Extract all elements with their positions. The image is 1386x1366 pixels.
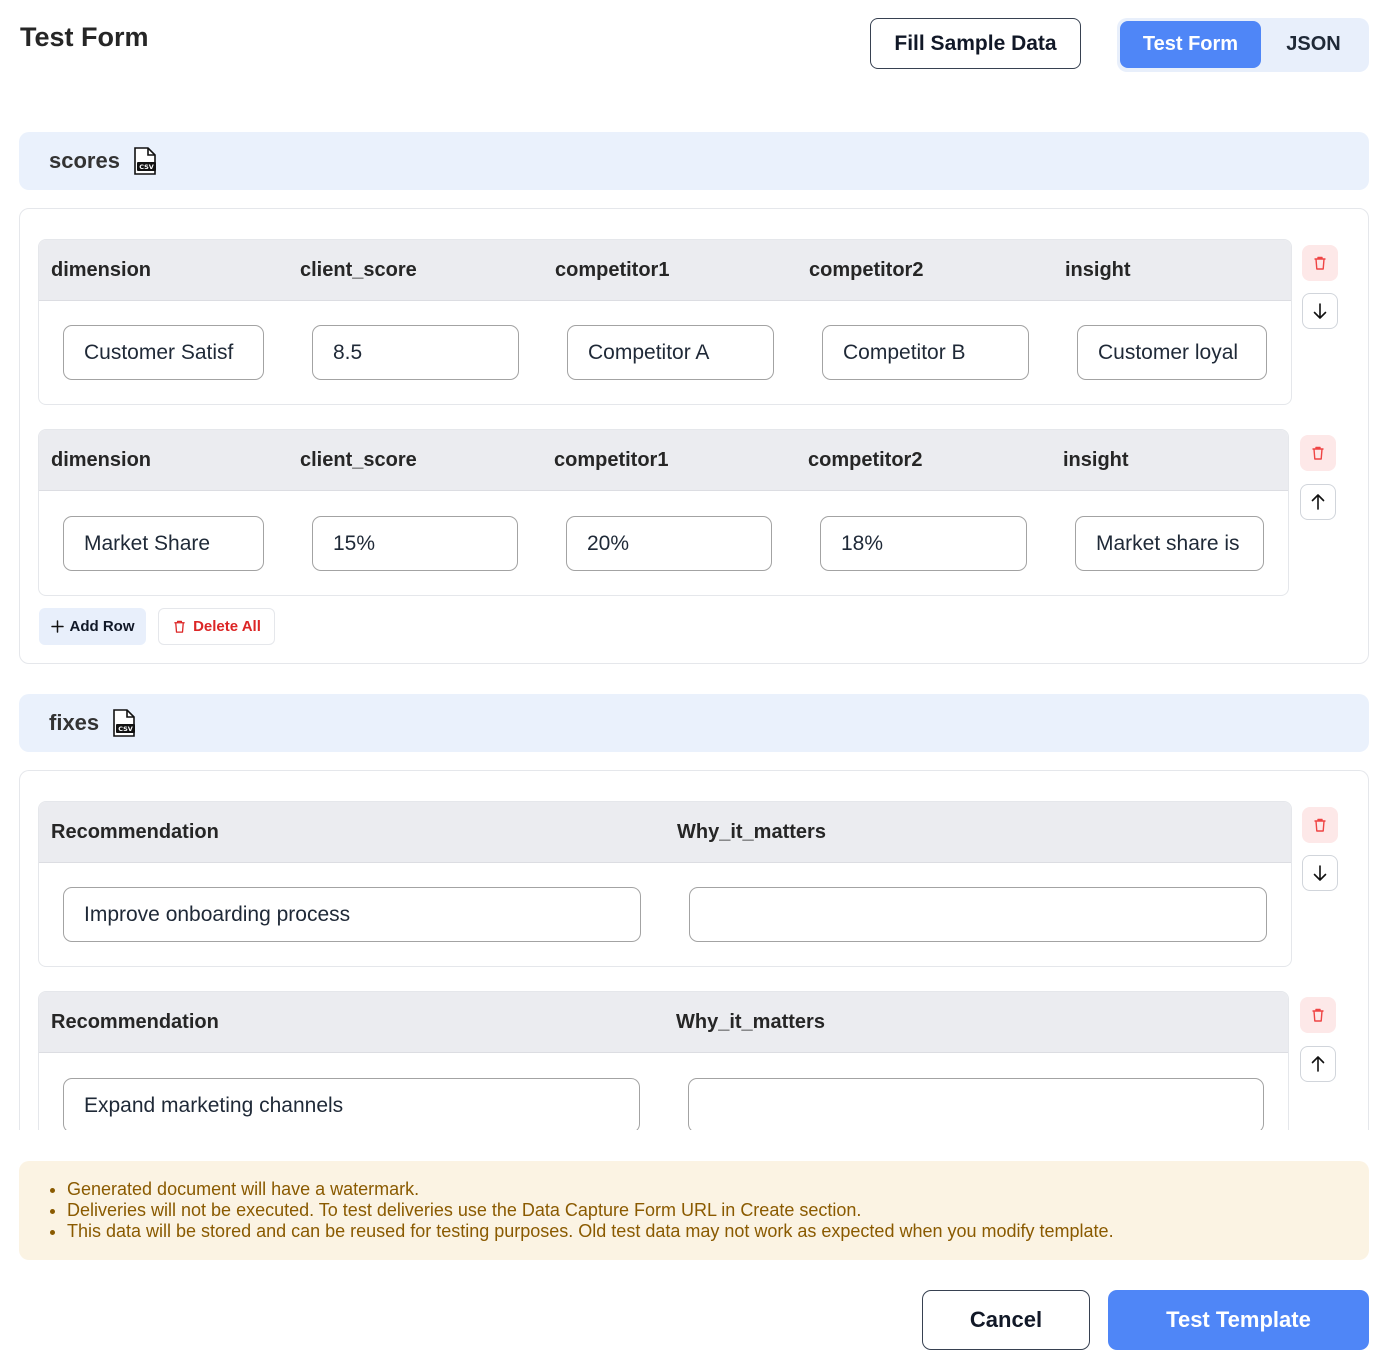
client-score-input[interactable]: 8.5	[312, 325, 519, 380]
move-row-down-button[interactable]	[1302, 855, 1338, 891]
table-row	[38, 801, 1292, 967]
row-header	[39, 430, 1288, 491]
section-body-scores	[19, 208, 1369, 664]
test-notice	[19, 1161, 1369, 1260]
csv-file-icon[interactable]	[111, 709, 137, 737]
column-label: competitor2	[808, 449, 923, 471]
move-row-down-button[interactable]	[1302, 293, 1338, 329]
fill-sample-data-button[interactable]: Fill Sample Data	[870, 18, 1081, 69]
competitor1-input[interactable]: 20%	[566, 516, 772, 571]
svg-text:CSV: CSV	[139, 163, 154, 171]
insight-input[interactable]: Customer loyal	[1077, 325, 1267, 380]
row-header	[39, 992, 1288, 1053]
column-label: dimension	[51, 449, 152, 471]
column-label: client_score	[300, 449, 417, 471]
section-header-fixes	[19, 694, 1369, 752]
move-row-up-button[interactable]	[1300, 1046, 1336, 1082]
trash-icon	[1310, 1007, 1326, 1023]
dimension-input[interactable]: Market Share	[63, 516, 264, 571]
why-it-matters-input[interactable]	[689, 887, 1267, 942]
plus-icon	[51, 620, 64, 633]
cancel-button[interactable]: Cancel	[922, 1290, 1090, 1350]
svg-text:CSV: CSV	[118, 725, 133, 733]
tab-json[interactable]: JSON	[1286, 33, 1341, 55]
column-label: insight	[1065, 259, 1131, 281]
csv-file-icon[interactable]	[132, 147, 158, 175]
why-it-matters-input[interactable]	[688, 1078, 1264, 1130]
arrow-down-icon	[1311, 864, 1329, 882]
notice-item: • Deliveries will not be executed. To test deliveries use the Data Capture Form URL in Create section.	[67, 1200, 1369, 1221]
column-label: Recommendation	[51, 1011, 219, 1033]
trash-icon	[1312, 817, 1328, 833]
table-row	[38, 239, 1292, 405]
add-row-label: Add Row	[69, 618, 135, 635]
arrow-up-icon	[1309, 1055, 1327, 1073]
competitor2-input[interactable]: Competitor B	[822, 325, 1029, 380]
column-label: insight	[1063, 449, 1129, 471]
column-label: competitor2	[809, 259, 924, 281]
client-score-input[interactable]: 15%	[312, 516, 518, 571]
notice-list	[67, 1179, 1369, 1242]
table-row	[38, 429, 1289, 596]
arrow-down-icon	[1311, 302, 1329, 320]
column-label: competitor1	[555, 259, 670, 281]
recommendation-input[interactable]: Expand marketing channels	[63, 1078, 640, 1130]
dimension-input[interactable]: Customer Satisf	[63, 325, 264, 380]
delete-row-button[interactable]	[1300, 997, 1336, 1033]
notice-item: • Generated document will have a watermark.	[67, 1179, 1369, 1200]
section-title: scores	[49, 148, 120, 173]
tab-test-form[interactable]: Test Form	[1120, 21, 1261, 68]
delete-row-button[interactable]	[1300, 435, 1336, 471]
column-label: dimension	[51, 259, 152, 281]
recommendation-input[interactable]: Improve onboarding process	[63, 887, 641, 942]
column-label: Why_it_matters	[677, 821, 826, 843]
view-toggle	[1117, 18, 1369, 72]
column-label: Recommendation	[51, 821, 219, 843]
delete-row-button[interactable]	[1302, 245, 1338, 281]
delete-all-label: Delete All	[193, 618, 261, 635]
trash-icon	[172, 619, 187, 634]
test-template-button[interactable]: Test Template	[1108, 1290, 1369, 1350]
notice-item: • This data will be stored and can be reused for testing purposes. Old test data may not work as expected when you modify template.	[67, 1221, 1369, 1242]
trash-icon	[1310, 445, 1326, 461]
arrow-up-icon	[1309, 493, 1327, 511]
add-row-button[interactable]	[39, 608, 146, 645]
move-row-up-button[interactable]	[1300, 484, 1336, 520]
section-header-scores	[19, 132, 1369, 190]
table-row	[38, 991, 1289, 1130]
page-title: Test Form	[20, 22, 149, 52]
delete-row-button[interactable]	[1302, 807, 1338, 843]
row-header	[39, 240, 1291, 301]
section-title: fixes	[49, 710, 100, 735]
column-label: competitor1	[554, 449, 669, 471]
column-label: client_score	[300, 259, 417, 281]
row-header	[39, 802, 1291, 863]
trash-icon	[1312, 255, 1328, 271]
competitor2-input[interactable]: 18%	[820, 516, 1027, 571]
column-label: Why_it_matters	[676, 1011, 825, 1033]
section-body-fixes	[19, 770, 1369, 1130]
insight-input[interactable]: Market share is	[1075, 516, 1264, 571]
delete-all-button[interactable]	[158, 608, 275, 645]
competitor1-input[interactable]: Competitor A	[567, 325, 774, 380]
